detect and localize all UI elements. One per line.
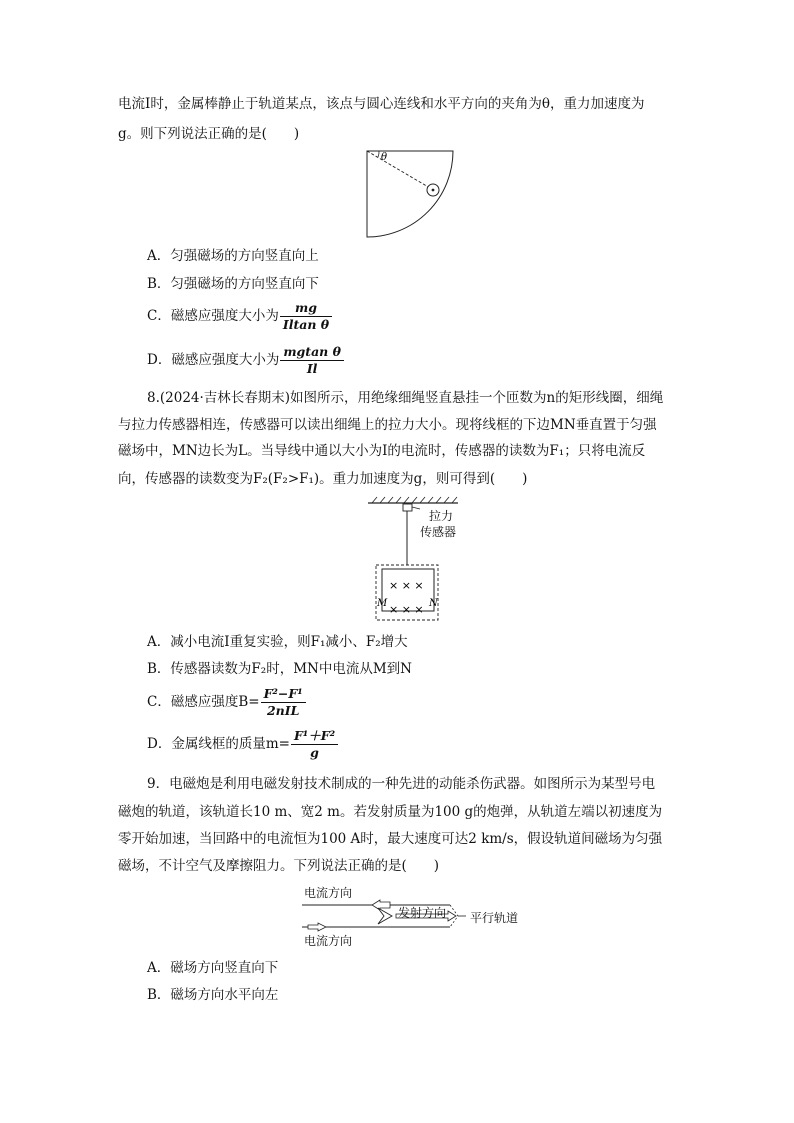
magnetic-field-crosses-bottom: × × × bbox=[389, 603, 424, 616]
q8-option-d-prefix: D．金属线框的质量m= bbox=[147, 736, 290, 752]
q7-stem-line2: g。则下列说法正确的是( ) bbox=[118, 126, 300, 142]
q9-stem-line4: 磁场，不计空气及摩擦阻力。下列说法正确的是( ) bbox=[118, 858, 440, 874]
q8-option-c-fraction: $\frac{\text{F²−F¹}}{\text{2nIL}}$ bbox=[261, 686, 306, 719]
sensor-label: 拉力 传感器 bbox=[420, 509, 457, 539]
q8-option-d bbox=[147, 728, 338, 761]
current-direction-top: 电流方向 bbox=[304, 886, 353, 900]
q7-option-d bbox=[147, 344, 344, 377]
q8-option-d-fraction: $\frac{\text{F¹＋F²}}{g}$ bbox=[291, 728, 338, 761]
q8-stem-line2: 与拉力传感器相连，传感器可以读出细绳上的拉力大小。现将线框的下边MN垂直置于匀强 bbox=[118, 417, 657, 433]
theta-label: θ bbox=[381, 152, 388, 163]
q7-option-c-fraction: $\frac{mg}{\text{Iltan θ}}$ bbox=[280, 300, 332, 333]
q9-option-a: A．磁场方向竖直向下 bbox=[147, 960, 279, 976]
q7-option-c-prefix: C．磁感应强度大小为 bbox=[147, 308, 279, 324]
label-n: N bbox=[429, 598, 438, 609]
current-direction-bottom: 电流方向 bbox=[304, 934, 353, 948]
q8-option-c bbox=[147, 686, 306, 719]
q7-option-c bbox=[147, 300, 332, 333]
q7-stem-line1: 电流I时，金属棒静止于轨道某点，该点与圆心连线和水平方向的夹角为θ，重力加速度为 bbox=[118, 96, 645, 112]
q7-option-d-fraction: $\frac{\text{mgtan θ}}{Il}$ bbox=[280, 344, 344, 377]
q8-option-c-prefix: C．磁感应强度B= bbox=[147, 694, 260, 710]
q9-option-b: B．磁场方向水平向左 bbox=[147, 987, 279, 1003]
q7-option-b: B．匀强磁场的方向竖直向下 bbox=[147, 276, 319, 292]
q8-stem-line4: 向，传感器的读数变为F₂(F₂>F₁)。重力加速度为g，则可得到( ) bbox=[118, 471, 528, 487]
launch-direction-label: 发射方向 bbox=[398, 906, 447, 920]
q7-track-figure bbox=[365, 148, 460, 243]
q9-stem-line1: 9．电磁炮是利用电磁发射技术制成的一种先进的动能杀伤武器。如图所示为某型号电 bbox=[147, 776, 656, 792]
magnetic-field-crosses-top: × × × bbox=[389, 579, 424, 592]
label-m: M bbox=[377, 598, 388, 609]
q8-option-b: B．传感器读数为F₂时，MN中电流从M到N bbox=[147, 661, 412, 677]
q9-stem-line3: 零开始加速，当回路中的电流恒为100 A时，最大速度可达2 km/s，假设轨道间磁场为匀强 bbox=[118, 831, 663, 847]
q9-stem-line2: 磁炮的轨道，该轨道长10 m、宽2 m。若发射质量为100 g的炮弹，从轨道左端以初速度为 bbox=[118, 804, 663, 820]
q7-option-a: A．匀强磁场的方向竖直向上 bbox=[147, 248, 319, 264]
parallel-rail-label: 平行轨道 bbox=[470, 911, 519, 925]
q8-option-a: A．减小电流I重复实验，则F₁减小、F₂增大 bbox=[147, 634, 408, 650]
q7-option-d-prefix: D．磁感应强度大小为 bbox=[147, 352, 280, 368]
q8-stem-line1: 8.(2024·吉林长春期末)如图所示，用绝缘细绳竖直悬挂一个匝数为n的矩形线圈，细绳 bbox=[147, 390, 664, 406]
q8-stem-line3: 磁场中，MN边长为L。当导线中通以大小为I的电流时，传感器的读数为F₁；只将电流反 bbox=[118, 443, 646, 459]
